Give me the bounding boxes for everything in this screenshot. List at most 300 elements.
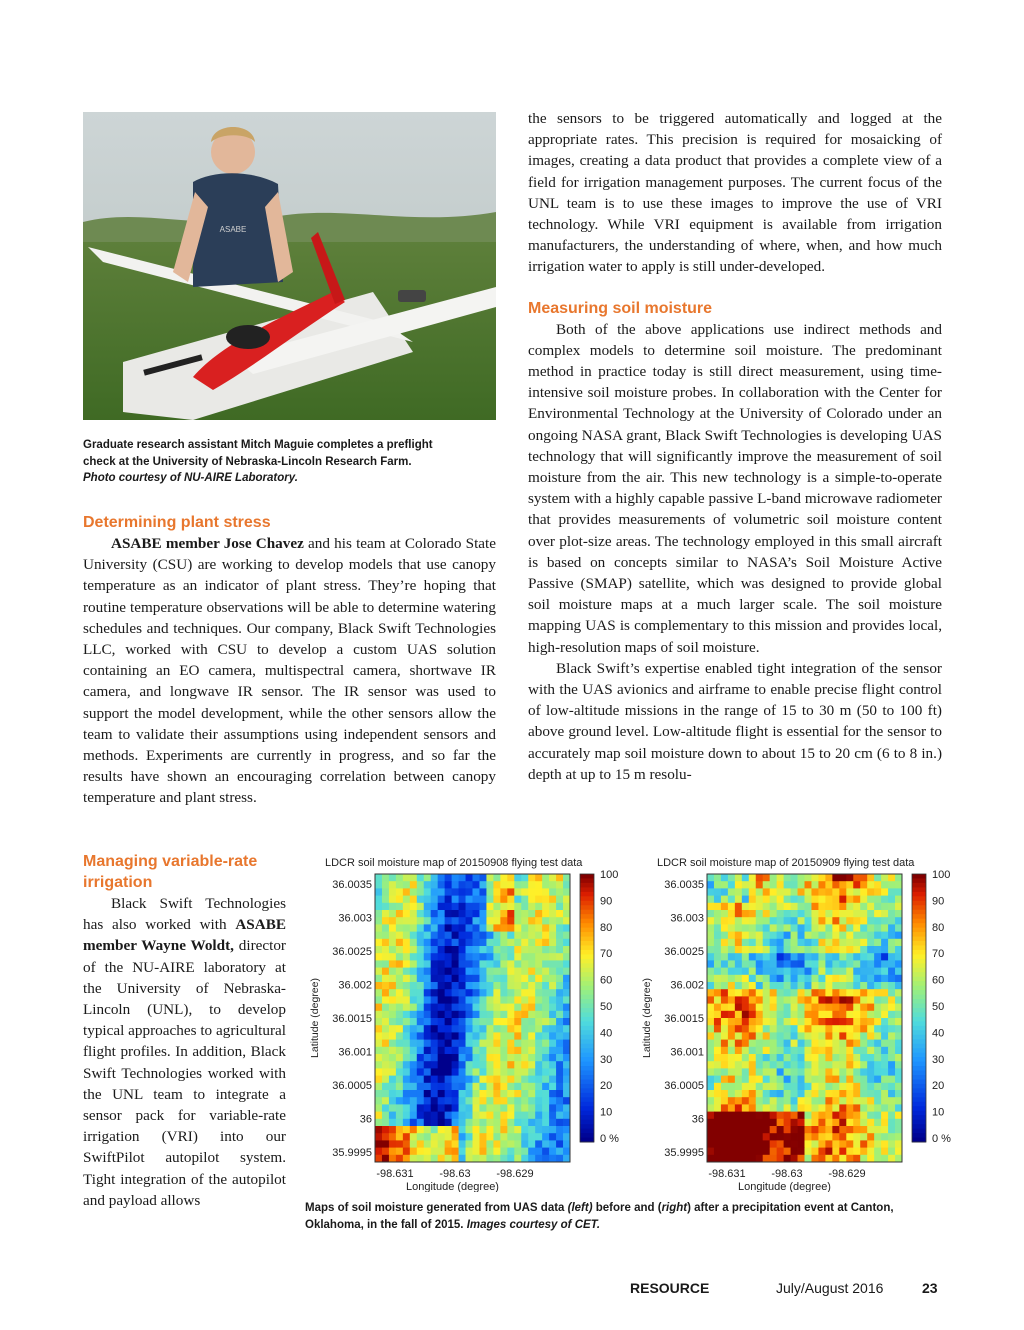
left-map-cell — [521, 1032, 528, 1040]
right-map-cell — [895, 1076, 902, 1084]
right-map-cell — [735, 1047, 742, 1055]
right-map-cell — [881, 975, 888, 983]
left-map-colorbar-seg — [580, 959, 594, 964]
right-map-cell — [784, 903, 791, 911]
right-map-cell — [742, 996, 749, 1004]
left-map-cell — [382, 975, 389, 983]
right-map-cell — [791, 1061, 798, 1069]
left-map-cell — [459, 1119, 466, 1127]
left-map-cell — [549, 1140, 556, 1148]
right-map-cell — [818, 1090, 825, 1098]
right-map-cell — [749, 1004, 756, 1012]
right-map-cell — [853, 1148, 860, 1156]
left-map-cell — [445, 932, 452, 940]
right-map-cell — [742, 881, 749, 889]
right-map-cell — [846, 1068, 853, 1076]
right-map-cell — [798, 903, 805, 911]
left-map-cell — [500, 881, 507, 889]
right-map-cell — [895, 975, 902, 983]
right-map-cell — [811, 1068, 818, 1076]
left-map-cell — [528, 910, 535, 918]
photo-caption-line1: Graduate research assistant Mitch Maguie completes a preflight — [83, 439, 433, 451]
right-map-cell — [832, 1076, 839, 1084]
left-map-cell — [549, 1040, 556, 1048]
left-map-cell — [521, 1076, 528, 1084]
left-map-cell — [466, 924, 473, 932]
left-map-cell — [396, 1112, 403, 1120]
right-map-cell — [867, 975, 874, 983]
right-map-cell — [839, 1032, 846, 1040]
right-map-cell — [770, 1112, 777, 1120]
right-map-cell — [867, 881, 874, 889]
right-map-colorbar-seg — [912, 1035, 926, 1040]
left-map-cell — [514, 1097, 521, 1105]
left-map-cell — [459, 1068, 466, 1076]
left-map-cell — [486, 896, 493, 904]
right-map-cell — [818, 917, 825, 925]
left-map-cell — [452, 1040, 459, 1048]
right-map-cell — [742, 924, 749, 932]
right-map-cell — [874, 953, 881, 961]
right-map-cell — [728, 1047, 735, 1055]
right-map-cell — [735, 1155, 742, 1163]
right-map-cell — [839, 1076, 846, 1084]
right-map-cell — [777, 888, 784, 896]
right-map-cell — [791, 1068, 798, 1076]
left-map-cell — [521, 1119, 528, 1127]
right-map-cell — [874, 939, 881, 947]
right-map-cell — [777, 1004, 784, 1012]
right-map-cell — [707, 1119, 714, 1127]
right-map-cell — [756, 1061, 763, 1069]
left-map-cell — [479, 903, 486, 911]
left-map-cell — [528, 1112, 535, 1120]
right-map-cell — [728, 1140, 735, 1148]
right-map-cell — [707, 996, 714, 1004]
left-map-cell — [452, 910, 459, 918]
left-map-cell — [486, 989, 493, 997]
right-map-cell — [805, 924, 812, 932]
left-map-cell — [417, 1148, 424, 1156]
right-map-cell — [805, 1054, 812, 1062]
right-map-cell — [839, 881, 846, 889]
right-map-cell — [867, 1018, 874, 1026]
right-map-cell — [895, 1018, 902, 1026]
right-map-cell — [895, 1155, 902, 1163]
left-map-colorbar-seg — [580, 1035, 594, 1040]
right-map-cell — [853, 975, 860, 983]
left-map-cell — [438, 996, 445, 1004]
right-map-cell — [798, 932, 805, 940]
right-map-cell — [756, 1011, 763, 1019]
left-map-cell — [424, 1011, 431, 1019]
right-map-cell — [735, 960, 742, 968]
right-map-cell — [881, 982, 888, 990]
right-map-cell — [763, 1025, 770, 1033]
right-map-cell — [805, 1083, 812, 1091]
right-map-cell — [867, 1140, 874, 1148]
right-map-cell — [798, 996, 805, 1004]
right-map-cell — [784, 1083, 791, 1091]
right-map-colorbar-seg — [912, 995, 926, 1000]
right-map-cell — [714, 1140, 721, 1148]
left-map-cell — [382, 1112, 389, 1120]
right-map-cell — [714, 975, 721, 983]
left-map-cell — [410, 1011, 417, 1019]
left-map-cell — [375, 1083, 382, 1091]
left-map-cell — [445, 982, 452, 990]
left-map-cell — [528, 989, 535, 997]
right-map-cell — [756, 881, 763, 889]
right-map-cell — [818, 946, 825, 954]
right-map-cell — [881, 1140, 888, 1148]
left-map-cell — [452, 989, 459, 997]
left-map-colorbar-tick: 20 — [600, 1080, 613, 1093]
left-map-cell — [521, 1126, 528, 1134]
right-map-cell — [763, 1097, 770, 1105]
left-map-cell — [389, 1011, 396, 1019]
right-map-cell — [798, 1040, 805, 1048]
left-map-cell — [375, 960, 382, 968]
left-map-cell — [452, 1097, 459, 1105]
right-map-cell — [749, 975, 756, 983]
left-map-cell — [486, 1025, 493, 1033]
right-map-cell — [846, 1112, 853, 1120]
left-map-cell — [396, 1032, 403, 1040]
right-map-cell — [721, 1126, 728, 1134]
left-map-cell — [382, 896, 389, 904]
left-map-colorbar-seg — [580, 963, 594, 968]
left-map-cell — [486, 1032, 493, 1040]
right-map-cell — [874, 910, 881, 918]
right-map-colorbar-seg — [912, 1039, 926, 1044]
left-map-colorbar-tick: 100 — [600, 869, 619, 881]
left-map-cell — [452, 975, 459, 983]
footer-page: 23 — [922, 1280, 938, 1296]
left-map-cell — [549, 975, 556, 983]
left-map-cell — [528, 874, 535, 882]
left-map-cell — [375, 1133, 382, 1141]
right-map-cell — [888, 1155, 895, 1163]
left-map-cell — [445, 1068, 452, 1076]
left-map-cell — [431, 1004, 438, 1012]
right-map-cell — [846, 896, 853, 904]
left-map-cell — [396, 1018, 403, 1026]
right-map-cell — [832, 1083, 839, 1091]
right-map-cell — [742, 1032, 749, 1040]
right-map-cell — [881, 953, 888, 961]
left-map-cell — [528, 1018, 535, 1026]
left-map-cell — [424, 982, 431, 990]
right-map-cell — [853, 1061, 860, 1069]
left-map-cell — [403, 1112, 410, 1120]
left-map-cell — [514, 1083, 521, 1091]
right-map-cell — [860, 1004, 867, 1012]
right-map-cell — [791, 975, 798, 983]
left-map-cell — [500, 1076, 507, 1084]
right-map-colorbar-seg — [912, 1120, 926, 1125]
right-map-cell — [707, 896, 714, 904]
left-map-colorbar-tick: 50 — [600, 1001, 613, 1013]
left-map-cell — [493, 1047, 500, 1055]
left-map-cell — [549, 1018, 556, 1026]
right-map-cell — [749, 1119, 756, 1127]
left-map-cell — [438, 1040, 445, 1048]
left-map-cell — [542, 946, 549, 954]
right-map-cell — [784, 1011, 791, 1019]
right-map-cell — [742, 1047, 749, 1055]
right-map-cell — [832, 946, 839, 954]
right-map-cell — [860, 1119, 867, 1127]
left-map-cell — [396, 917, 403, 925]
left-map-cell — [396, 1090, 403, 1098]
left-map-colorbar-seg — [580, 1115, 594, 1120]
left-map-cell — [396, 1126, 403, 1134]
left-map-cell — [514, 924, 521, 932]
right-map-cell — [735, 1112, 742, 1120]
left-map-cell — [466, 1090, 473, 1098]
right-map-cell — [791, 1054, 798, 1062]
right-map-cell — [721, 968, 728, 976]
left-map-cell — [549, 1068, 556, 1076]
right-map-cell — [742, 1018, 749, 1026]
right-map-cell — [749, 1104, 756, 1112]
right-map-colorbar-seg — [912, 981, 926, 986]
right-map-cell — [763, 1076, 770, 1084]
right-map-cell — [825, 1155, 832, 1163]
left-map-cell — [528, 975, 535, 983]
right-map-cell — [721, 1054, 728, 1062]
right-map-cell — [825, 1025, 832, 1033]
left-map-cell — [445, 996, 452, 1004]
right-map-cell — [707, 1097, 714, 1105]
right-map-cell — [770, 903, 777, 911]
left-map-cell — [479, 917, 486, 925]
right-map-cell — [846, 1047, 853, 1055]
right-map-cell — [756, 924, 763, 932]
right-map-cell — [714, 932, 721, 940]
left-map-cell — [514, 1148, 521, 1156]
right-map-cell — [881, 1054, 888, 1062]
right-map-cell — [728, 946, 735, 954]
left-map-cell — [500, 1047, 507, 1055]
right-map-cell — [839, 975, 846, 983]
right-map-cell — [756, 903, 763, 911]
left-map-cell — [514, 1061, 521, 1069]
right-map-cell — [798, 982, 805, 990]
right-map-cell — [867, 1025, 874, 1033]
right-map-cell — [888, 946, 895, 954]
left-map-cell — [438, 1148, 445, 1156]
left-map-cell — [556, 960, 563, 968]
left-map-cell — [452, 939, 459, 947]
left-map-colorbar-seg — [580, 1012, 594, 1017]
left-map-cell — [410, 989, 417, 997]
left-map-cell — [473, 1112, 480, 1120]
left-map-cell — [528, 968, 535, 976]
left-map-cell — [563, 1097, 570, 1105]
left-map-cell — [535, 881, 542, 889]
right-map-cell — [714, 1054, 721, 1062]
right-map-cell — [881, 896, 888, 904]
right-map-cell — [874, 1018, 881, 1026]
right-map-cell — [867, 917, 874, 925]
left-map-colorbar-seg — [580, 1120, 594, 1125]
right-map-cell — [798, 1112, 805, 1120]
right-map-cell — [721, 1155, 728, 1163]
right-map-cell — [721, 874, 728, 882]
left-map-cell — [500, 1104, 507, 1112]
left-map-cell — [500, 1061, 507, 1069]
right-map-cell — [791, 1119, 798, 1127]
left-map-colorbar-seg — [580, 1053, 594, 1058]
right-map-cell — [846, 1119, 853, 1127]
right-map-colorbar-seg — [912, 932, 926, 937]
right-map-cell — [728, 1083, 735, 1091]
right-map-cell — [805, 982, 812, 990]
left-map-cell — [424, 1097, 431, 1105]
left-map-cell — [507, 975, 514, 983]
left-map-cell — [459, 1018, 466, 1026]
right-map-cell — [728, 1040, 735, 1048]
left-map-cell — [431, 896, 438, 904]
right-map-cell — [839, 1090, 846, 1098]
left-map-cell — [389, 1083, 396, 1091]
right-map-cell — [714, 1155, 721, 1163]
left-map-cell — [486, 1104, 493, 1112]
left-map-cell — [438, 946, 445, 954]
right-map-cell — [867, 932, 874, 940]
left-map-cell — [473, 896, 480, 904]
right-map-cell — [777, 975, 784, 983]
right-map-cell — [763, 1133, 770, 1141]
left-map-cell — [375, 989, 382, 997]
right-map-cell — [874, 960, 881, 968]
left-map-title: LDCR soil moisture map of 20150908 flying test data — [325, 857, 583, 869]
right-map-colorbar-seg — [912, 892, 926, 897]
left-map-cell — [479, 989, 486, 997]
left-map-cell — [479, 1148, 486, 1156]
right-map-cell — [721, 1061, 728, 1069]
right-map-colorbar-tick: 70 — [932, 948, 945, 961]
right-map-colorbar-seg — [912, 1129, 926, 1134]
left-map-cell — [396, 1068, 403, 1076]
right-map-cell — [791, 1018, 798, 1026]
right-map-cell — [881, 917, 888, 925]
right-map-cell — [777, 953, 784, 961]
right-map-cell — [707, 1076, 714, 1084]
left-map-cell — [459, 1155, 466, 1163]
right-map-cell — [832, 917, 839, 925]
left-map-cell — [466, 1148, 473, 1156]
left-map-cell — [473, 917, 480, 925]
right-map-cell — [853, 989, 860, 997]
left-map-cell — [486, 939, 493, 947]
right-map-cell — [714, 903, 721, 911]
right-map-cell — [881, 1076, 888, 1084]
left-map-cell — [459, 1040, 466, 1048]
right-map-cell — [763, 1032, 770, 1040]
right-map-cell — [867, 903, 874, 911]
left-map-ylabel: Latitude (degree) — [309, 978, 321, 1058]
right-map-cell — [881, 1119, 888, 1127]
right-map-cell — [798, 975, 805, 983]
left-map-cell — [507, 874, 514, 882]
left-map-cell — [417, 1061, 424, 1069]
right-map-cell — [784, 1076, 791, 1084]
left-map-cell — [507, 924, 514, 932]
right-map-cell — [895, 1061, 902, 1069]
right-map-cell — [825, 881, 832, 889]
left-map-cell — [389, 1090, 396, 1098]
left-map-cell — [417, 946, 424, 954]
left-map-cell — [521, 932, 528, 940]
left-map-cell — [389, 968, 396, 976]
right-map-cell — [805, 896, 812, 904]
right-map-cell — [832, 1061, 839, 1069]
left-map-cell — [507, 953, 514, 961]
left-map-cell — [375, 924, 382, 932]
left-map-cell — [528, 1090, 535, 1098]
left-map-cell — [403, 975, 410, 983]
left-map-cell — [479, 910, 486, 918]
right-map-cell — [742, 1148, 749, 1156]
right-map-cell — [763, 1112, 770, 1120]
left-map-cell — [417, 1025, 424, 1033]
left-map-cell — [396, 888, 403, 896]
left-map-cell — [424, 1018, 431, 1026]
right-map-cell — [874, 924, 881, 932]
right-map-cell — [860, 1076, 867, 1084]
right-map-cell — [721, 1090, 728, 1098]
left-map-cell — [417, 968, 424, 976]
left-map-cell — [417, 960, 424, 968]
left-map-cell — [486, 975, 493, 983]
left-map-cell — [459, 1133, 466, 1141]
left-map-cell — [549, 932, 556, 940]
left-map-cell — [479, 932, 486, 940]
left-map-cell — [466, 1025, 473, 1033]
left-map-cell — [410, 968, 417, 976]
left-map-cell — [542, 1047, 549, 1055]
left-map-cell — [431, 960, 438, 968]
left-map-cell — [473, 932, 480, 940]
left-map-cell — [493, 1083, 500, 1091]
right-map-cell — [798, 1054, 805, 1062]
left-map-cell — [521, 881, 528, 889]
left-map-cell — [493, 1032, 500, 1040]
left-map-cell — [479, 982, 486, 990]
right-map-cell — [818, 874, 825, 882]
right-map-cell — [853, 1155, 860, 1163]
left-map-colorbar-seg — [580, 923, 594, 928]
left-map-cell — [459, 903, 466, 911]
left-map-cell — [535, 917, 542, 925]
right-map-cell — [805, 996, 812, 1004]
left-map-cell — [396, 874, 403, 882]
left-map-cell — [396, 910, 403, 918]
left-map-cell — [382, 1047, 389, 1055]
right-map-cell — [839, 1011, 846, 1019]
right-map-cell — [770, 1011, 777, 1019]
right-map-cell — [860, 1155, 867, 1163]
right-map-cell — [798, 917, 805, 925]
left-map-colorbar-seg — [580, 945, 594, 950]
right-map-cell — [749, 1018, 756, 1026]
right-map-cell — [811, 1047, 818, 1055]
left-map-cell — [528, 1004, 535, 1012]
right-map-cell — [853, 881, 860, 889]
